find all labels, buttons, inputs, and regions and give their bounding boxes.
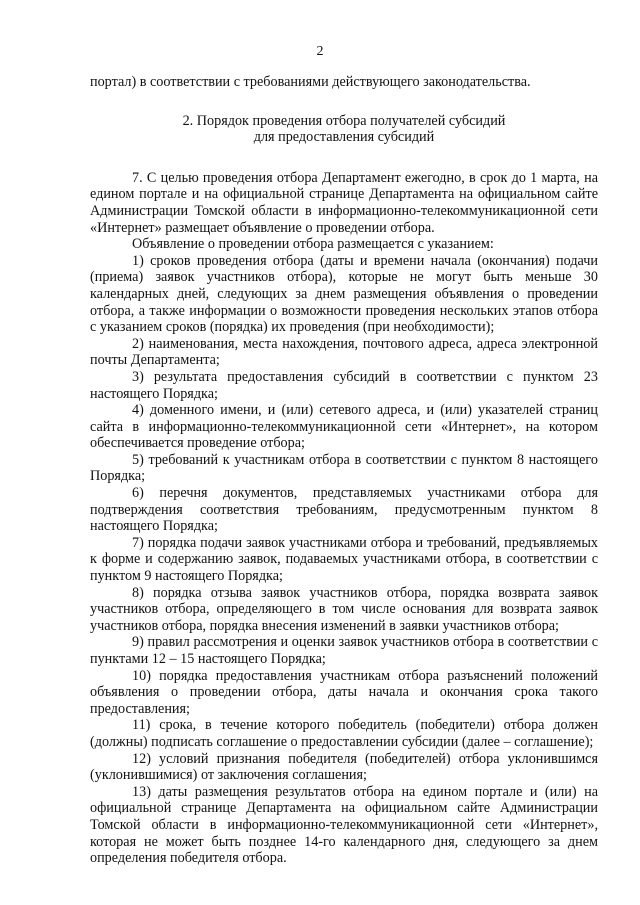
list-item-12: 12) условий признания победителя (победителей) отбора уклонившимся (уклонившимися) от заключения соглашения; xyxy=(90,750,598,784)
paragraph-announcement-intro: Объявление о проведении отбора размещается с указанием: xyxy=(132,236,494,253)
list-item-13: 13) даты размещения результатов отбора на едином портале и (или) на официальной странице Департамента на официальном сайте Администрации Томской области в информационно-телекоммуникационной сети «Интернет», которая не может быть позднее 14-го календарного дня, следующего за днем определения победителя отбора. xyxy=(90,783,598,867)
document-body xyxy=(90,74,598,867)
list-item-5: 5) требований к участникам отбора в соответствии с пунктом 8 настоящего Порядка; xyxy=(90,451,598,485)
intro-line: портал) в соответствии с требованиями действующего законодательства. xyxy=(90,74,531,90)
list-item-10: 10) порядка предоставления участникам отбора разъяснений положений объявления о проведении отбора, даты начала и окончания срока такого предоставления; xyxy=(90,667,598,717)
paragraph-7: 7. С целью проведения отбора Департамент ежегодно, в срок до 1 марта, на едином портале и на официальной странице Департамента на официальном сайте Администрации Томской области в информационно-телекоммуникационной сети «Интернет» размещает объявление о проведении отбора. xyxy=(90,169,598,236)
section-heading xyxy=(90,113,598,146)
list-item-11: 11) срока, в течение которого победитель (победители) отбора должен (должны) подписать соглашение о предоставлении субсидии (далее – соглашение); xyxy=(90,717,598,750)
section-title-line-2: для предоставления субсидий xyxy=(253,129,435,146)
list-item-1: 1) сроков проведения отбора (даты и времени начала (окончания) подачи (приема) заявок участников отбора), которые не могут быть меньше 30 календарных дней, следующих за днем размещения объявления о проведении отбора, а также информации о возможности проведения нескольких этапов отбора с указанием сроков (порядка) их проведения (при необходимости); xyxy=(90,252,598,336)
list-item-2: 2) наименования, места нахождения, почтового адреса, адреса электронной почты Департамента; xyxy=(90,335,598,369)
list-item-6: 6) перечня документов, представляемых участниками отбора для подтверждения соответствия требованиям, предусмотренным пунктом 8 настоящего Порядка; xyxy=(90,485,598,535)
section-title-line-1: 2. Порядок проведения отбора получателей субсидий xyxy=(182,112,506,129)
list-item-3: 3) результата предоставления субсидий в соответствии с пунктом 23 настоящего Порядка; xyxy=(90,368,598,402)
page-number: 2 xyxy=(316,44,324,59)
list-item-8: 8) порядка отзыва заявок участников отбора, порядка возврата заявок участников отбора, определяющего в том числе основания для возврата заявок участников отбора, порядка внесения изменений в заявки участников отбора; xyxy=(90,584,598,634)
list-item-9: 9) правил рассмотрения и оценки заявок участников отбора в соответствии с пунктами 12 – 15 настоящего Порядка; xyxy=(90,634,598,667)
list-item-4: 4) доменного имени, и (или) сетевого адреса, и (или) указателей страниц сайта в информационно-телекоммуникационной сети «Интернет», на котором обеспечивается проведение отбора; xyxy=(90,402,598,452)
list-item-7: 7) порядка подачи заявок участниками отбора и требований, предъявляемых к форме и содержанию заявок, подаваемых участниками отбора, в соответствии с пунктом 9 настоящего Порядка; xyxy=(90,534,598,585)
